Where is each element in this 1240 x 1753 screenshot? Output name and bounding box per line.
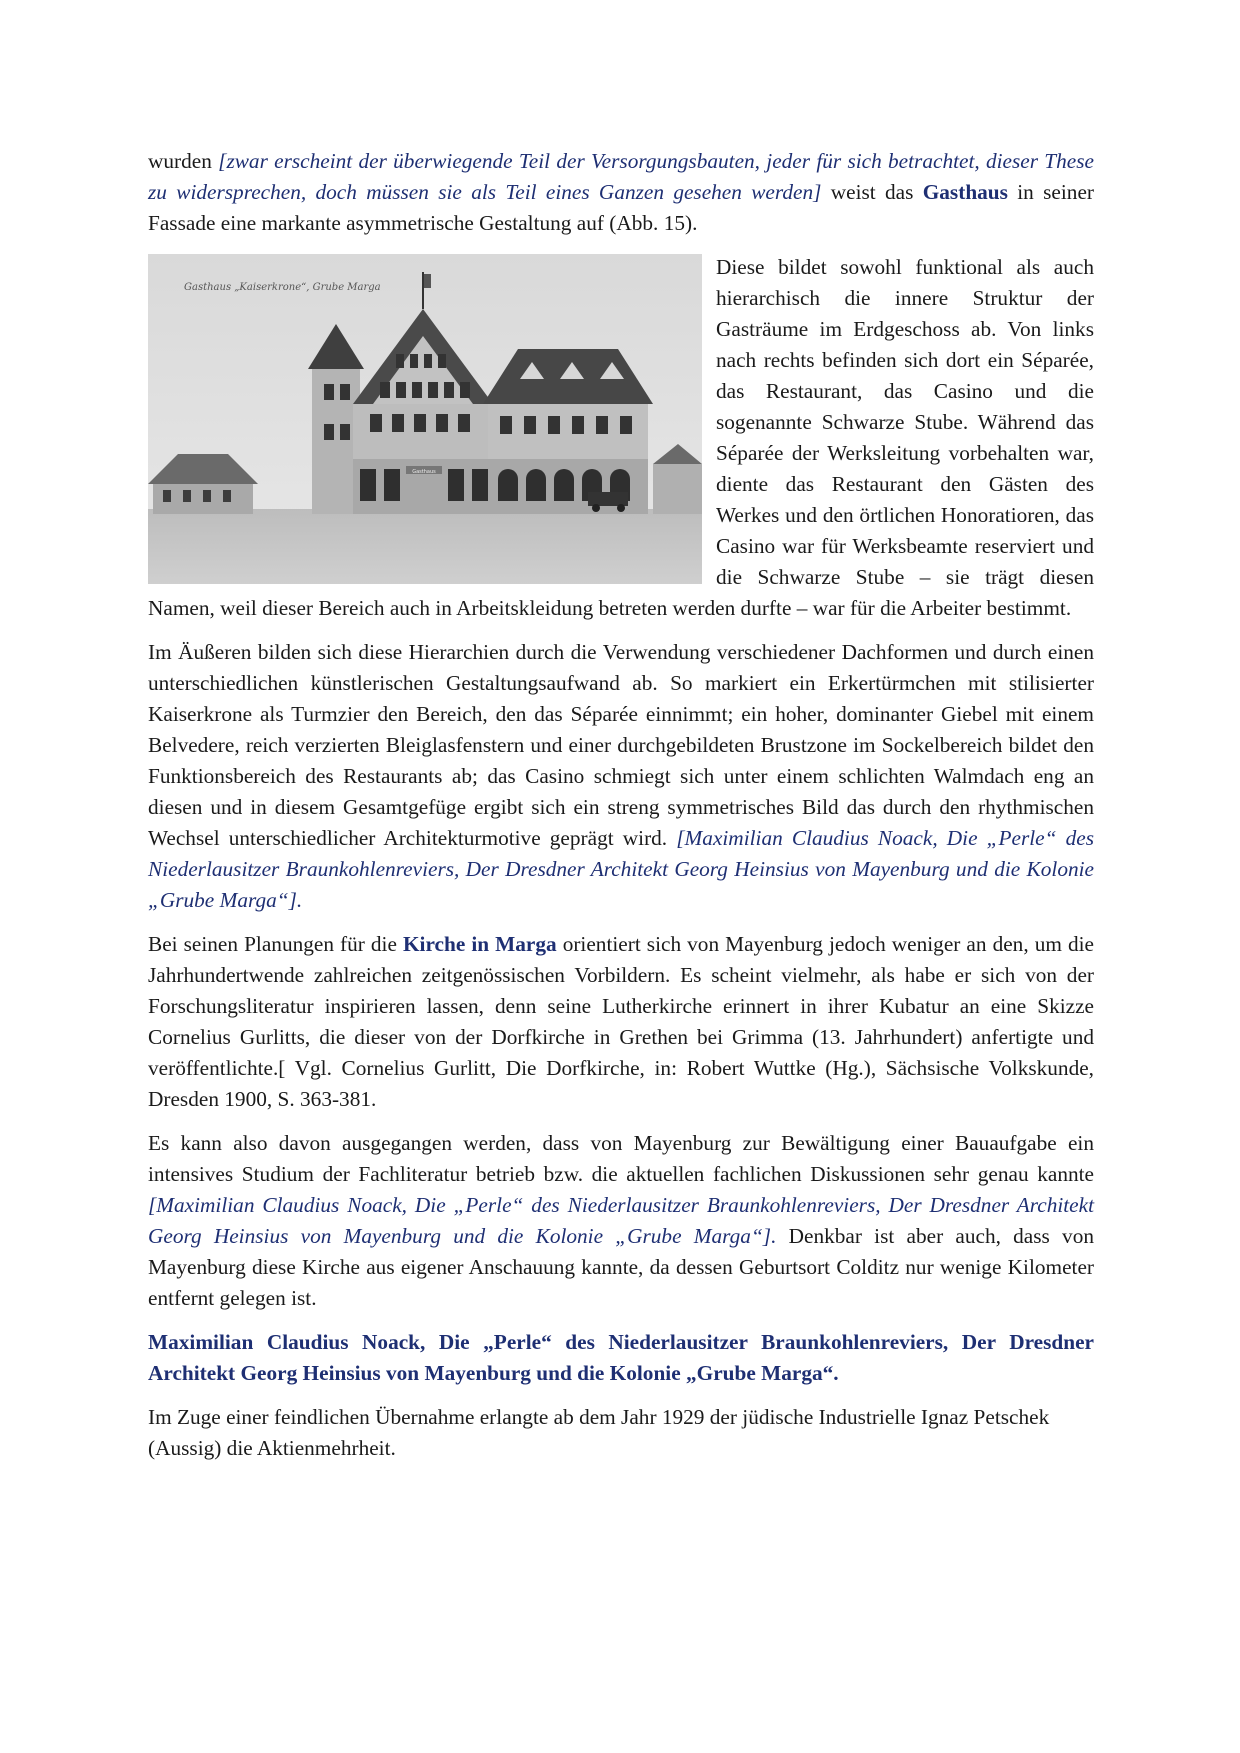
figure-caption: Gasthaus „Kaiserkrone“, Grube Marga xyxy=(184,282,381,293)
text-run: Im Zuge einer feindlichen Übernahme erlangte ab dem Jahr 1929 der jüdische Industrielle Ignaz Petschek (Aussig) die Aktienmehrheit. xyxy=(148,1405,1050,1460)
figure-gasthaus-photo xyxy=(148,254,702,584)
text-run: Es kann also davon ausgegangen werden, dass von Mayenburg zur Bewältigung einer Bauaufgabe ein intensives Studium der Fachliteratur betrieb bzw. die aktuellen fachlichen Diskussionen sehr genau kannte xyxy=(148,1131,1094,1186)
footnote-note: [zwar erscheint der überwiegende Teil der Versorgungsbauten, jeder für sich betrachtet, dieser These zu widersprechen, doch müssen sie als Teil eines Ganzen gesehen werden] xyxy=(148,149,1094,204)
text-run: Im Äußeren bilden sich diese Hierarchien durch die Verwendung verschiedener Dachformen und durch einen unterschiedlichen künstlerischen Gestaltungsaufwand ab. So markiert ein Erkertürmchen mit stilisierter Kaiserkrone als Turmzier den Bereich, den das Séparée einnimmt; ein hoher, dominanter Giebel mit einem Belvedere, reich verzierten Bleiglasfenstern und einer durchgebildeten Brustzone im Sockelbereich bildet den Funktionsbereich des Restaurants ab; das Casino schmiegt sich unter einem schlichten Walmdach eng an diesen und in diesem Gesamtgefüge ergibt sich ein streng symmetrisches Bild das durch den rhythmischen Wechsel unterschiedlicher Architekturmotive geprägt wird. xyxy=(148,640,1094,850)
gasthaus-sign: Gasthaus xyxy=(412,469,436,475)
paragraph-exterior xyxy=(148,637,1094,916)
text-run: Diese bildet sowohl funktional als auch hierarchisch die innere Struktur der Gasträume im Erdgeschoss ab. Von links nach rechts befinden sich dort ein Séparée, das Restaurant, das Casino und die sogenannte Schwarze Stube. Während das Séparée der Werksleitung vorbehalten war, diente das Restaurant den Gästen des Werkes und den örtlichen Honoratioren, das Casino war für Werksbeamte reserviert und die Schwarze Stube – sie trägt diesen Namen, weil dieser Bereich auch in Arbeitskleidung betreten werden durfte – war für die Arbeiter bestimmt. xyxy=(148,255,1094,620)
gasthaus-photo xyxy=(148,254,702,584)
document-page xyxy=(148,146,1094,1477)
text-run: wurden xyxy=(148,149,219,173)
paragraph-church xyxy=(148,929,1094,1115)
text-run: Denkbar ist aber auch, dass von Mayenburg diese Kirche aus eigener Anschauung kannte, da dessen Geburtsort Colditz nur wenige Kilometer entfernt gelegen ist. xyxy=(148,1224,1094,1310)
paragraph-takeover xyxy=(148,1402,1094,1464)
source-heading: Maximilian Claudius Noack, Die „Perle“ des Niederlausitzer Braunkohlenreviers, Der Dresdner Architekt Georg Heinsius von Mayenburg und die Kolonie „Grube Marga“. xyxy=(148,1330,1094,1385)
paragraph-literature xyxy=(148,1128,1094,1314)
footnote-note: [Maximilian Claudius Noack, Die „Perle“ des Niederlausitzer Braunkohlenreviers, Der Dresdner Architekt Georg Heinsius von Mayenburg und die Kolonie „Grube Marga“]. xyxy=(148,826,1094,912)
keyword-kirche: Kirche in Marga xyxy=(402,932,557,956)
text-run: in seiner Fassade eine markante asymmetrische Gestaltung auf (Abb. 15). xyxy=(148,180,1094,235)
text-run: weist das xyxy=(821,180,923,204)
text-run: Bei seinen Planungen für die xyxy=(148,932,403,956)
paragraph-intro xyxy=(148,146,1094,239)
footnote-note: [Maximilian Claudius Noack, Die „Perle“ des Niederlausitzer Braunkohlenreviers, Der Dresdner Architekt Georg Heinsius von Mayenburg und die Kolonie „Grube Marga“]. xyxy=(148,1193,1094,1248)
keyword-gasthaus: Gasthaus xyxy=(922,180,1008,204)
text-run: orientiert sich von Mayenburg jedoch weniger an den, um die Jahrhundertwende zahlreichen zeitgenössischen Vorbildern. Es scheint vielmehr, als habe er sich von der Forschungsliteratur inspirieren lassen, denn seine Lutherkirche erinnert in ihrer Kubatur an eine Skizze Cornelius Gurlitts, die dieser von der Dorfkirche in Grethen bei Grimma (13. Jahrhundert) anfertigte und veröffentlichte.[ Vgl. Cornelius Gurlitt, Die Dorfkirche, in: Robert Wuttke (Hg.), Sächsische Volkskunde, Dresden 1900, S. 363-381. xyxy=(148,932,1094,1111)
